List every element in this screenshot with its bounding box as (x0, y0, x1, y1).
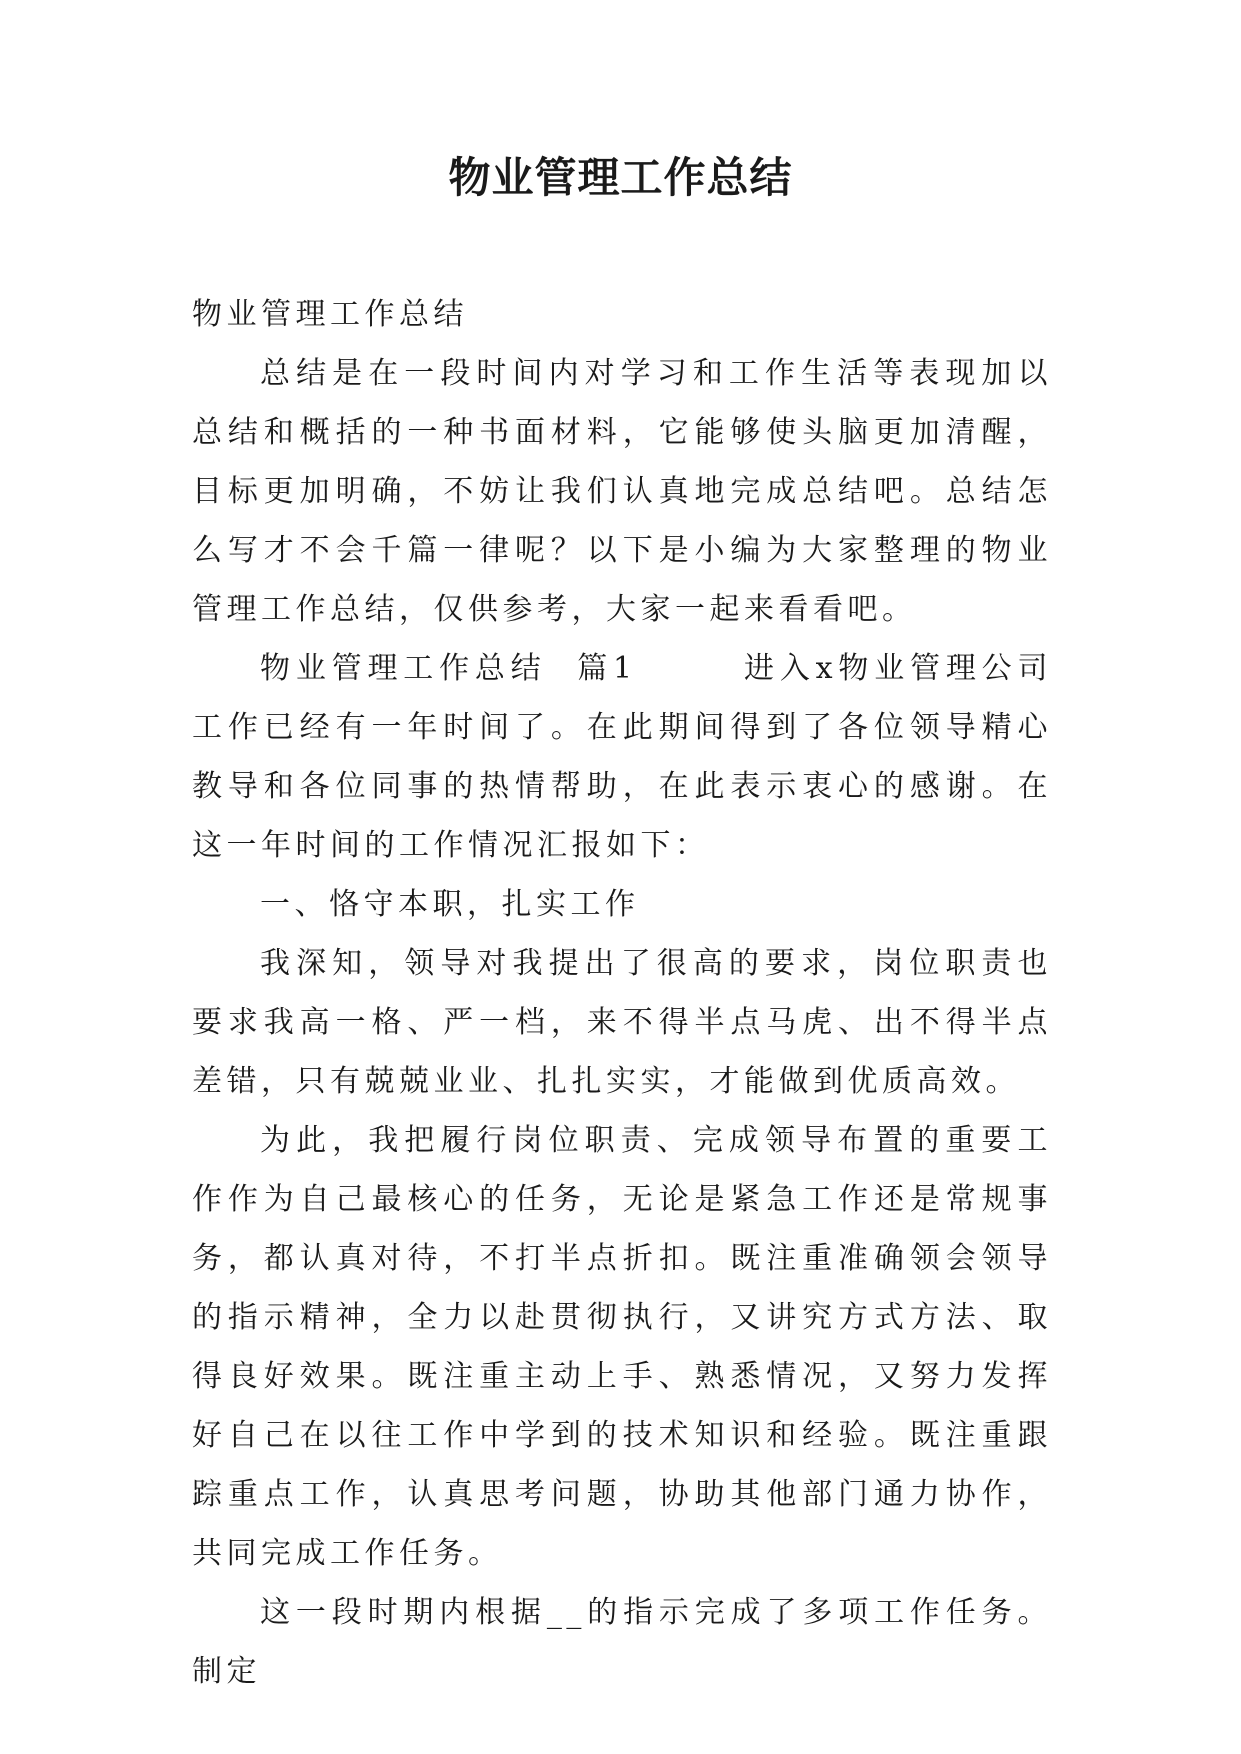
paragraph-continued: 这一段时期内根据__的指示完成了多项工作任务。制定 (192, 1595, 1052, 1689)
paragraph-duty: 我深知，领导对我提出了很高的要求，岗位职责也要求我高一格、严一档，来不得半点马虎、出不得半点差错，只有兢兢业业、扎扎实实，才能做到优质高效。 (192, 946, 1052, 1099)
section-heading: 一、恪守本职，扎实工作 (260, 887, 640, 922)
document-title: 物业管理工作总结 (448, 153, 793, 202)
paragraph-section-1: 物业管理工作总结 篇1 进入x物业管理公司工作已经有一年时间了。在此期间得到了各位领导精心教导和各位同事的热情帮助，在此表示衷心的感谢。在这一年时间的工作情况汇报如下： (192, 651, 1052, 863)
document-body (192, 285, 1052, 1701)
document-subtitle: 物业管理工作总结 (192, 297, 468, 332)
paragraph-intro: 总结是在一段时间内对学习和工作生活等表现加以总结和概括的一种书面材料，它能够使头脑更加清醒，目标更加明确，不妨让我们认真地完成总结吧。总结怎么写才不会千篇一律呢？以下是小编为大家整理的物业管理工作总结，仅供参考，大家一起来看看吧。 (192, 356, 1052, 627)
paragraph-tasks: 为此，我把履行岗位职责、完成领导布置的重要工作作为自己最核心的任务，无论是紧急工作还是常规事务，都认真对待，不打半点折扣。既注重准确领会领导的指示精神，全力以赴贯彻执行，又讲究方式方法、取得良好效果。既注重主动上手、熟悉情况，又努力发挥好自己在以往工作中学到的技术知识和经验。既注重跟踪重点工作，认真思考问题，协助其他部门通力协作，共同完成工作任务。 (192, 1123, 1052, 1571)
